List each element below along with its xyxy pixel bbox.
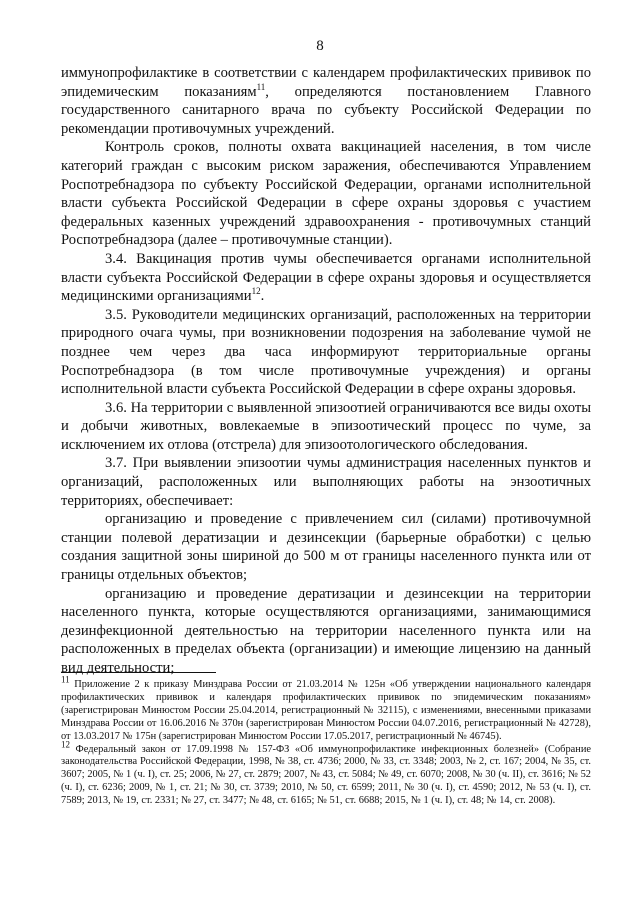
paragraph: Контроль сроков, полноты охвата вакцинацией населения, в том числе категорий граждан с высоким риском заражения, обеспечиваются Управлением Роспотребнадзора по субъекту Российской Федерации, органами исполнительной власти субъекта Российской Федерации в сфере охраны здоровья с участием федеральных казенных учреждений здравоохранения - противочумных станций Роспотребнадзора (далее – противочумные станции). [61,139,591,249]
paragraph: организацию и проведение с привлечением сил (силами) противочумной станции полевой дератизации и дезинсекции (барьерные обработки) с целью создания защитной зоны шириной до 500 м от границы населенного пункта или от границы отдельных объектов; [61,511,591,584]
document-body [61,64,591,678]
footnotes [61,674,591,808]
footnote: $^{11}$ Приложение 2 к приказу Минздрава России от 21.03.2014 № 125н «Об утверждении национального календаря профилактических прививок и календаря профилактических прививок по эпидемическим показаниям» (зарегистрирован Минюстом России 25.04.2014, регистрационный № 32115), с изменениями, внесенными приказами Минздрава России от 16.06.2016 № 370н (зарегистрирован Минюстом России 04.07.2016, регистрационный № 42728), от 13.03.2017 № 175н (зарегистрирован Минюстом России 17.05.2017, регистрационный № 46745). [61,674,591,742]
footnote-number: 12 [61,739,70,750]
footnote-ref: 11 [256,81,266,92]
paragraph: 3.6. На территории с выявленной эпизоотией ограничиваются все виды охоты и добычи животных, вовлекаемые в эпизоотический процесс по чуме, за исключением их отлова (отстрела) для эпизоотологического обследования. [61,399,591,453]
paragraph: 3.4. Вакцинация против чумы обеспечивается органами исполнительной власти субъекта Российской Федерации в сфере охраны здоровья и осуществляется медицинскими организациями$^{12}$. [61,250,591,305]
paragraph: организацию и проведение дератизации и дезинсекции на территории населенного пункта, которые осуществляются организациями, занимающимися дезинфекционной деятельностью на территории населенного пункта или на расположенных в пределах объекта (организации) и имеющие лицензию на данный вид деятельности; [61,585,591,676]
page-number: 8 [316,38,324,54]
paragraph: 3.7. При выявлении эпизоотии чумы администрация населенных пунктов и организаций, расположенных или выполняющих работы на энзоотичных территориях, обеспечивает: [61,455,591,509]
footnote-ref: 12 [251,286,261,297]
paragraph: 3.5. Руководители медицинских организаций, расположенных на территории природного очага чумы, при возникновении подозрения на заболевание чумой не позднее чем через два часа информируют территориальные органы Роспотребнадзора (в том числе противочумные учреждения) и органы исполнительной власти субъекта Российской Федерации в сфере охраны здоровья. [61,306,591,398]
paragraph: иммунопрофилактике в соответствии с календарем профилактических прививок по эпидемическим показаниям$^{11}$, определяются постановлением Главного государственного санитарного врача по субъекту Российской Федерации по рекомендации противочумных учреждений. [61,65,591,137]
footnote: $^{12}$ Федеральный закон от 17.09.1998 № 157-ФЗ «Об иммунопрофилактике инфекционных болезней» (Собрание законодательства Российской Федерации, 1998, № 38, ст. 4736; 2000, № 33, ст. 3348; 2003, № 2, ст. 167; 2004, № 35, ст. 3607; 2005, № 1 (ч. I), ст. 25; 2006, № 27, ст. 2879; 2007, № 43, ст. 5084; № 49, ст. 6070; 2008, № 30 (ч. II), ст. 3616; № 52 (ч. I), ст. 6236; 2009, № 1, ст. 21; № 30, ст. 3739; 2010, № 50, ст. 6599; 2011, № 30 (ч. I), ст. 4590; 2012, № 53 (ч. I), ст. 7589; 2013, № 19, ст. 2331; № 27, ст. 3477; № 48, ст. 6165; № 51, ст. 6688; 2015, № 1 (ч. I), ст. 48; № 14, ст. 2008). [61,739,591,807]
footnote-number: 11 [61,674,70,685]
footnote-divider [61,672,216,673]
